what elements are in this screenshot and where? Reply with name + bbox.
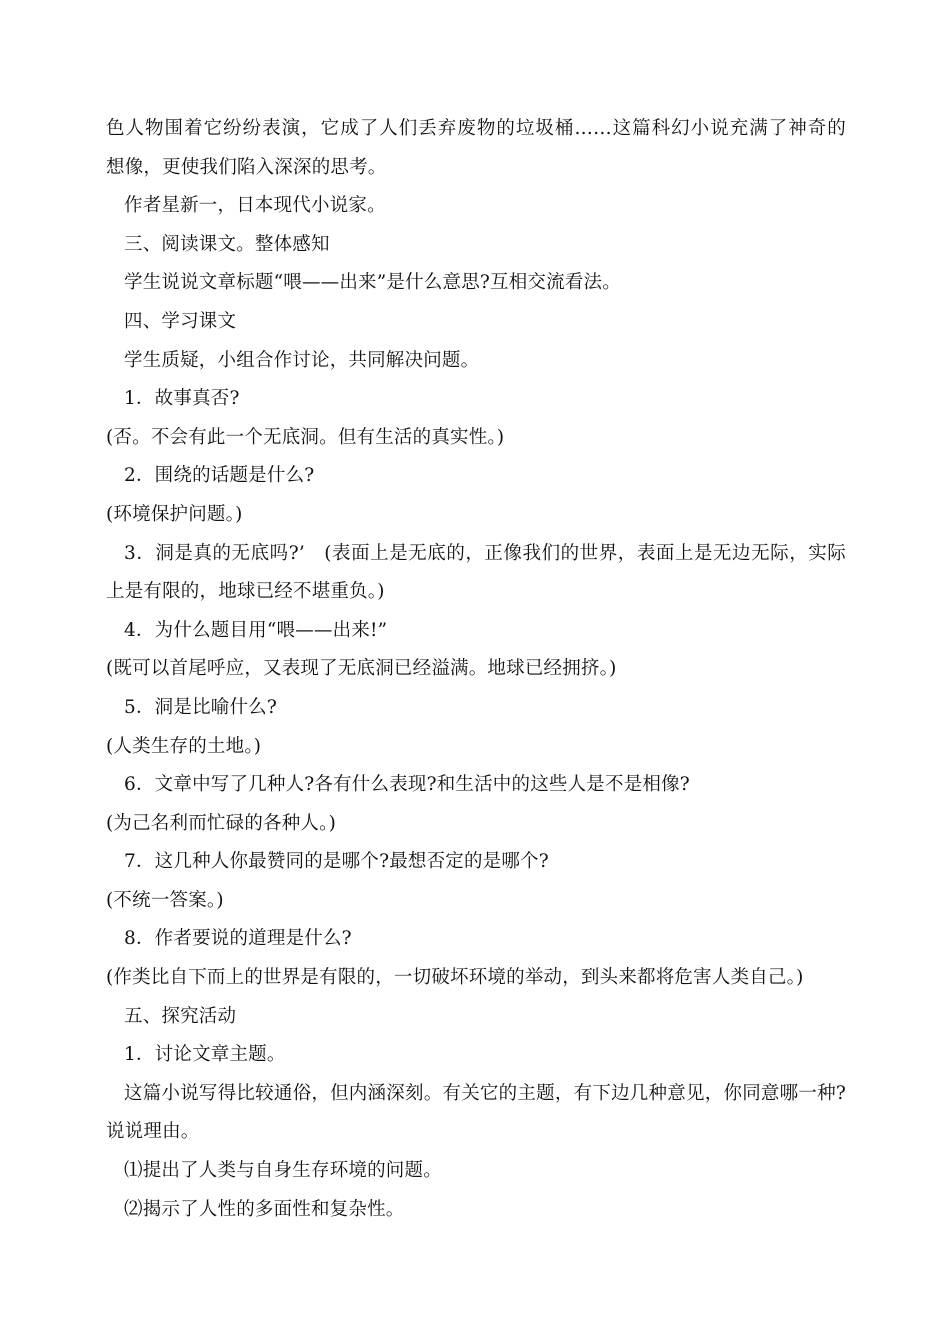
paragraph-line: 这篇小说写得比较通俗，但内涵深刻。有关它的主题，有下边几种意见，你同意哪一种? (124, 1082, 846, 1104)
section-heading: 四、学习课文 (124, 310, 237, 332)
answer-line: (不统一答案。) (106, 889, 224, 911)
list-item: ⑴提出了人类与自身生存环境的问题。 (124, 1160, 442, 1182)
question-line: 4．为什么题目用“喂——出来!” (124, 619, 388, 641)
answer-line: 上是有限的，地球已经不堪重负。) (106, 581, 385, 603)
paragraph-line: 想像，更使我们陷入深深的思考。 (106, 156, 387, 178)
document-body (106, 110, 846, 1229)
question-line: 1．讨论文章主题。 (124, 1044, 286, 1066)
question-line: 1．故事真否? (124, 388, 240, 410)
question-line: 8．作者要说的道理是什么? (124, 928, 352, 950)
question-line: 5．洞是比喻什么? (124, 696, 277, 718)
paragraph-line: 学生说说文章标题“喂——出来”是什么意思?互相交流看法。 (124, 272, 621, 294)
answer-line: (人类生存的土地。) (106, 735, 262, 757)
question-line: 2．围绕的话题是什么? (124, 465, 315, 487)
paragraph-line: 学生质疑，小组合作讨论，共同解决问题。 (124, 349, 480, 371)
question-line: 3．洞是真的无底吗?’ (表面上是无底的，正像我们的世界，表面上是无边无际，实际 (124, 542, 846, 564)
answer-line: (作类比自下而上的世界是有限的，一切破坏环境的举动，到头来都将危害人类自己。) (106, 967, 804, 989)
question-line: 6．文章中写了几种人?各有什么表现?和生活中的这些人是不是相像? (124, 774, 690, 796)
answer-line: (否。不会有此一个无底洞。但有生活的真实性。) (106, 426, 505, 448)
question-line: 7．这几种人你最赞同的是哪个?最想否定的是哪个? (124, 851, 549, 873)
answer-line: (既可以首尾呼应，又表现了无底洞已经溢满。地球已经拥挤。) (106, 658, 617, 680)
paragraph-line: 作者星新一，日本现代小说家。 (124, 195, 386, 217)
list-item: ⑵揭示了人性的多面性和复杂性。 (124, 1198, 405, 1220)
paragraph-line: 色人物围着它纷纷表演，它成了人们丢弃废物的垃圾桶……这篇科幻小说充满了神奇的 (106, 118, 846, 139)
answer-line: (为己名利而忙碌的各种人。) (106, 812, 336, 834)
section-heading: 五、探究活动 (124, 1005, 237, 1027)
paragraph-line: 说说理由。 (106, 1121, 200, 1143)
section-heading: 三、阅读课文。整体感知 (124, 233, 330, 255)
answer-line: (环境保护问题。) (106, 503, 243, 525)
